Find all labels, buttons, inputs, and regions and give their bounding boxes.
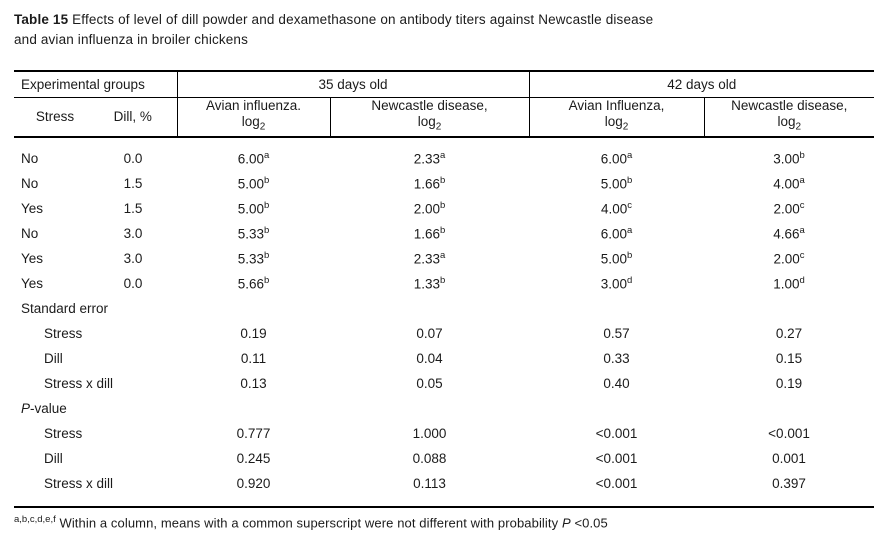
- value-cell: 2.33$^a$: [413, 150, 446, 167]
- value-cell: 0.07: [416, 326, 443, 342]
- section-label-pvalue: P-value: [21, 401, 67, 417]
- stress-cell: Yes: [21, 276, 44, 292]
- value-cell: 0.19: [240, 326, 267, 342]
- table-row: [14, 246, 874, 271]
- col-header-stress: Stress: [14, 97, 89, 137]
- col-header-avian-influenza-42: Avian Influenza, $\log_2$: [529, 97, 704, 137]
- table-number: Table 15: [14, 12, 69, 27]
- value-cell: 5.33$^b$: [237, 250, 270, 267]
- header-35-days: 35 days old: [177, 71, 529, 97]
- value-cell: 0.001: [772, 451, 806, 467]
- table-row: [14, 421, 874, 446]
- table-row: [14, 321, 874, 346]
- value-cell: 2.00$^c$: [773, 250, 805, 267]
- value-cell: 3.00$^b$: [773, 150, 805, 167]
- value-cell: 0.920: [236, 476, 271, 492]
- value-cell: <0.001: [595, 426, 638, 442]
- footnote-superscripts: a,b,c,d,e,f: [14, 514, 56, 526]
- value-cell: 5.00$^b$: [600, 250, 633, 267]
- value-cell: 5.33$^b$: [237, 225, 270, 242]
- value-cell: 0.33: [603, 351, 630, 367]
- value-cell: 0.05: [416, 376, 443, 392]
- value-cell: 0.27: [775, 326, 803, 342]
- header-42-days: 42 days old: [529, 71, 874, 97]
- section-label-standard-error: Standard error: [21, 301, 109, 317]
- table-row: [14, 471, 874, 496]
- table-row: [14, 446, 874, 471]
- spacer-row: [14, 137, 874, 146]
- dill-cell: 3.0: [123, 226, 143, 242]
- col-header-newcastle-42: Newcastle disease, $\log_2$: [704, 97, 874, 137]
- dill-cell: 1.5: [123, 201, 143, 217]
- value-cell: <0.001: [768, 426, 810, 442]
- value-cell: 0.11: [240, 351, 267, 367]
- header-row-groups: [14, 71, 874, 97]
- col-header-dill: Dill, %: [89, 97, 177, 137]
- caption-line1: Effects of level of dill powder and dexamethasone on antibody titers against Newcastle disease: [72, 12, 654, 27]
- col-header-newcastle-35: Newcastle disease, $\log_2$: [330, 97, 529, 137]
- value-cell: 0.19: [775, 376, 803, 392]
- value-cell: 0.04: [416, 351, 443, 367]
- caption-line2: and avian influenza in broiler chickens: [14, 31, 248, 47]
- value-cell: 0.397: [772, 476, 806, 492]
- row-label: Stress x dill: [44, 376, 114, 392]
- dill-cell: 0.0: [123, 276, 143, 292]
- value-cell: 6.00$^a$: [237, 150, 270, 167]
- table-footnote: [14, 514, 876, 530]
- section-row: [14, 296, 874, 321]
- table-row: [14, 371, 874, 396]
- table-row: [14, 196, 874, 221]
- value-cell: 0.13: [240, 376, 267, 392]
- col-header-avian-influenza-35: Avian influenza. $\log_2$: [177, 97, 330, 137]
- value-cell: 0.245: [236, 451, 271, 467]
- value-cell: 1.66$^b$: [413, 225, 446, 242]
- value-cell: 4.00$^c$: [601, 200, 633, 217]
- value-cell: 0.777: [236, 426, 271, 442]
- value-cell: 1.66$^b$: [413, 175, 446, 192]
- footnote-threshold: <0.05: [574, 515, 608, 531]
- stress-cell: Yes: [21, 201, 44, 217]
- row-label: Stress x dill: [44, 476, 114, 492]
- spacer-row: [14, 496, 874, 507]
- stress-cell: Yes: [21, 251, 44, 267]
- table-row: [14, 346, 874, 371]
- header-row-columns: [14, 97, 874, 137]
- value-cell: 1.33$^b$: [413, 275, 446, 292]
- value-cell: 6.00$^a$: [600, 150, 633, 167]
- stress-cell: No: [21, 226, 39, 242]
- table-row: [14, 271, 874, 296]
- value-cell: 4.00$^a$: [773, 175, 805, 192]
- header-experimental-groups: Experimental groups: [14, 71, 177, 97]
- value-cell: 0.15: [775, 351, 803, 367]
- value-cell: 5.00$^b$: [237, 200, 270, 217]
- value-cell: 1.000: [412, 426, 447, 442]
- value-cell: 5.66$^b$: [237, 275, 270, 292]
- dill-cell: 1.5: [123, 176, 143, 192]
- value-cell: 5.00$^b$: [600, 175, 633, 192]
- value-cell: 3.00$^d$: [600, 275, 633, 292]
- dill-cell: 3.0: [123, 251, 143, 267]
- footnote-text: Within a column, means with a common superscript were not different with probability: [59, 515, 559, 531]
- row-label: Stress: [44, 426, 83, 442]
- row-label: Dill: [44, 451, 63, 467]
- stress-cell: No: [21, 176, 39, 192]
- value-cell: 0.57: [603, 326, 630, 342]
- value-cell: 2.00$^b$: [413, 200, 446, 217]
- value-cell: 0.40: [603, 376, 630, 392]
- value-cell: 0.088: [412, 451, 447, 467]
- value-cell: 2.33$^a$: [413, 250, 446, 267]
- table-row: [14, 221, 874, 246]
- table-caption: [14, 10, 870, 49]
- value-cell: 4.66$^a$: [773, 225, 805, 242]
- value-cell: 0.113: [413, 476, 446, 492]
- footnote-p-symbol: P: [561, 515, 571, 531]
- stress-cell: No: [21, 151, 39, 167]
- value-cell: 6.00$^a$: [600, 225, 633, 242]
- value-cell: 2.00$^c$: [773, 200, 805, 217]
- value-cell: <0.001: [595, 451, 638, 467]
- table-row: [14, 171, 874, 196]
- table-row: [14, 146, 874, 171]
- value-cell: <0.001: [595, 476, 638, 492]
- row-label: Stress: [44, 326, 83, 342]
- value-cell: 1.00$^d$: [773, 275, 805, 292]
- results-table: [14, 70, 874, 508]
- row-label: Dill: [44, 351, 63, 367]
- section-row: [14, 396, 874, 421]
- value-cell: 5.00$^b$: [237, 175, 270, 192]
- dill-cell: 0.0: [123, 151, 143, 167]
